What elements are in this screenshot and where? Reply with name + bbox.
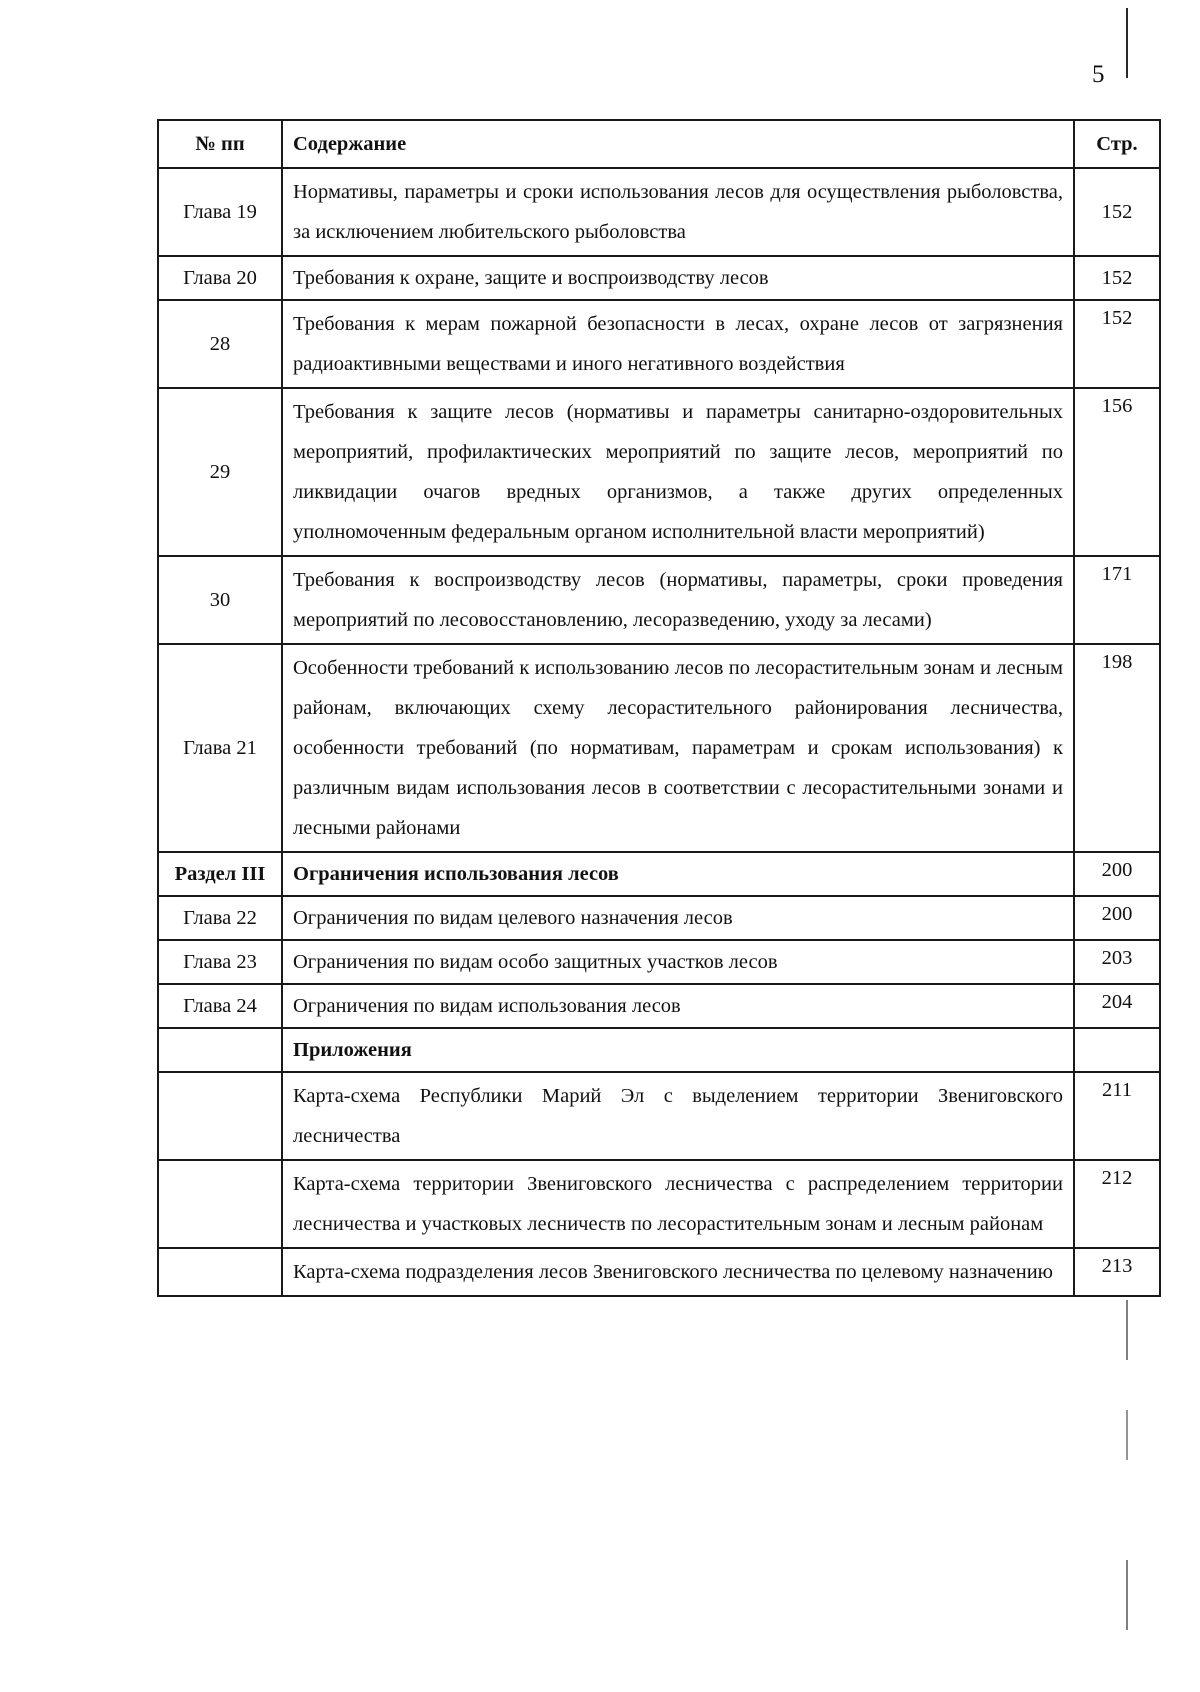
row-page: 171 <box>1074 556 1160 644</box>
row-num: Глава 24 <box>158 984 282 1028</box>
row-content: Требования к мерам пожарной безопасности в лесах, охране лесов от загрязнения радиоактивными веществами и иного негативного воздействия <box>282 300 1074 388</box>
row-content: Ограничения по видам целевого назначения лесов <box>282 896 1074 940</box>
table-row <box>158 1028 1160 1072</box>
row-page: 203 <box>1074 940 1160 984</box>
row-page: 152 <box>1074 300 1160 388</box>
header-content: Содержание <box>282 120 1074 168</box>
row-num: Глава 20 <box>158 256 282 300</box>
table-row <box>158 940 1160 984</box>
row-page: 204 <box>1074 984 1160 1028</box>
row-content: Ограничения использования лесов <box>282 852 1074 896</box>
header-page: Стр. <box>1074 120 1160 168</box>
table-row <box>158 556 1160 644</box>
row-content: Особенности требований к использованию лесов по лесорастительным зонам и лесным районам, включающих схему лесорастительного районирования лесничества, особенности требований (по нормативам, параметрам и срокам использования) к различным видам использования лесов в соответствии с лесорастительными зонами и лесными районами <box>282 644 1074 852</box>
row-num: Глава 19 <box>158 168 282 256</box>
row-num: Глава 23 <box>158 940 282 984</box>
row-num <box>158 1028 282 1072</box>
contents-table <box>157 119 1161 1297</box>
row-content: Ограничения по видам особо защитных участков лесов <box>282 940 1074 984</box>
row-page: 211 <box>1074 1072 1160 1160</box>
row-num: 29 <box>158 388 282 556</box>
table-row <box>158 168 1160 256</box>
row-page: 152 <box>1074 256 1160 300</box>
row-page: 152 <box>1074 168 1160 256</box>
row-num <box>158 1160 282 1248</box>
row-num: 30 <box>158 556 282 644</box>
table-row <box>158 1160 1160 1248</box>
row-num <box>158 1072 282 1160</box>
row-content: Карта-схема Республики Марий Эл с выделением территории Звениговского лесничества <box>282 1072 1074 1160</box>
row-num: Глава 22 <box>158 896 282 940</box>
table-row <box>158 644 1160 852</box>
table-row <box>158 256 1160 300</box>
row-content: Карта-схема территории Звениговского лесничества с распределением территории лесничества и участковых лесничеств по лесорастительным зонам и лесным районам <box>282 1160 1074 1248</box>
scan-edge-line <box>1126 1560 1128 1630</box>
row-page: 200 <box>1074 852 1160 896</box>
row-content: Требования к охране, защите и воспроизводству лесов <box>282 256 1074 300</box>
row-content: Ограничения по видам использования лесов <box>282 984 1074 1028</box>
scan-edge-line <box>1126 1300 1128 1360</box>
row-num <box>158 1248 282 1296</box>
row-page: 212 <box>1074 1160 1160 1248</box>
row-content: Карта-схема подразделения лесов Звениговского лесничества по целевому назначению <box>282 1248 1074 1296</box>
row-content: Требования к воспроизводству лесов (нормативы, параметры, сроки проведения мероприятий по лесовосстановлению, лесоразведению, уходу за лесами) <box>282 556 1074 644</box>
table-row <box>158 388 1160 556</box>
row-num: 28 <box>158 300 282 388</box>
row-page: 213 <box>1074 1248 1160 1296</box>
row-content: Приложения <box>282 1028 1074 1072</box>
header-num: № пп <box>158 120 282 168</box>
row-num: Глава 21 <box>158 644 282 852</box>
table-row <box>158 1072 1160 1160</box>
row-content: Нормативы, параметры и сроки использования лесов для осуществления рыболовства, за исключением любительского рыболовства <box>282 168 1074 256</box>
table-row <box>158 896 1160 940</box>
row-num: Раздел III <box>158 852 282 896</box>
row-content: Требования к защите лесов (нормативы и параметры санитарно-оздоровительных мероприятий, профилактических мероприятий по защите лесов, мероприятий по ликвидации очагов вредных организмов, а также других определенных уполномоченным федеральным органом исполнительной власти мероприятий) <box>282 388 1074 556</box>
row-page: 198 <box>1074 644 1160 852</box>
table-header-row <box>158 120 1160 168</box>
row-page <box>1074 1028 1160 1072</box>
table-row <box>158 852 1160 896</box>
scan-edge-line <box>1126 8 1128 78</box>
table-row <box>158 1248 1160 1296</box>
row-page: 200 <box>1074 896 1160 940</box>
page-number: 5 <box>1092 61 1105 88</box>
table-row <box>158 300 1160 388</box>
row-page: 156 <box>1074 388 1160 556</box>
table-row <box>158 984 1160 1028</box>
scan-edge-line <box>1126 1410 1128 1460</box>
